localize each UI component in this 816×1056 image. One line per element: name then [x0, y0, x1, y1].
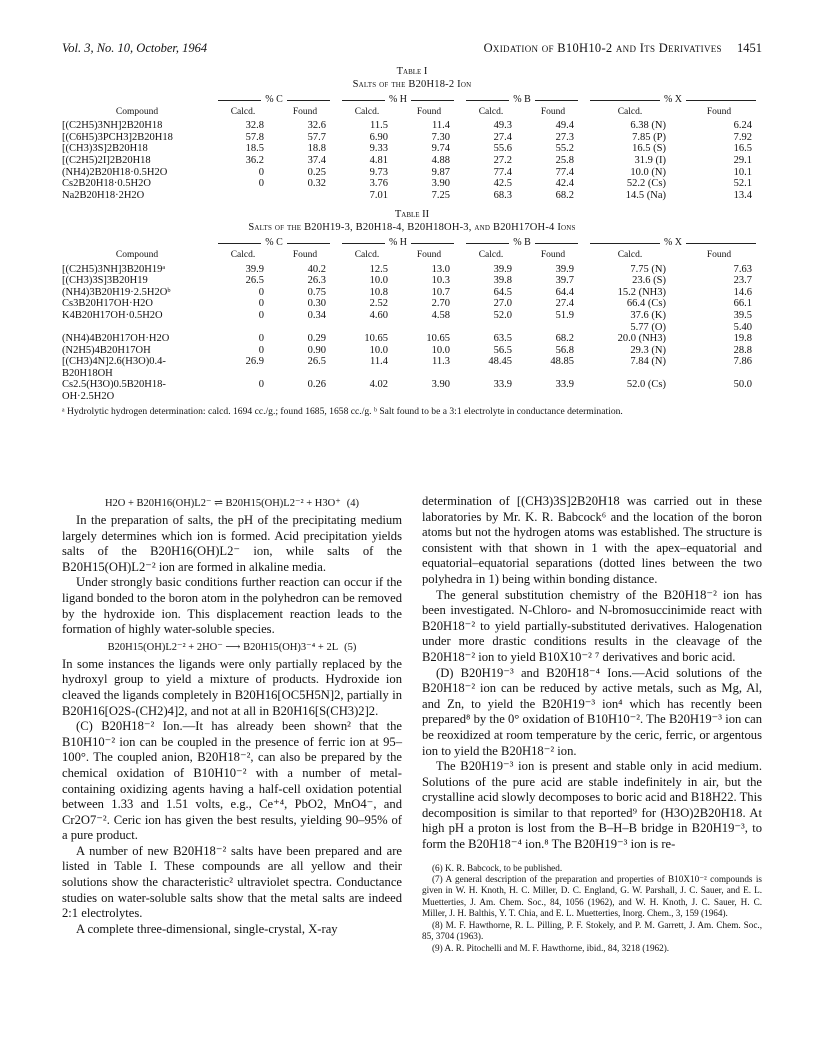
- value-cell: [212, 368, 274, 380]
- footnote-references: [422, 863, 762, 954]
- value-cell: [212, 322, 274, 334]
- value-cell: 64.5: [493, 286, 512, 298]
- table-row: [62, 322, 762, 334]
- t2-subheader: Found: [540, 249, 566, 260]
- t2-subheader: Found: [416, 249, 442, 260]
- table-row: [62, 379, 762, 391]
- value-cell: [212, 190, 274, 202]
- value-cell: 15.2 (NH3): [617, 286, 666, 298]
- value-cell: [676, 368, 762, 380]
- value-cell: 0: [258, 333, 264, 345]
- compound-cell: [62, 322, 212, 334]
- running-title: Oxidation of B10H10-2 and Its Derivatives: [483, 41, 722, 55]
- value-cell: 26.9: [245, 356, 264, 368]
- value-cell: [522, 391, 584, 403]
- value-cell: 32.8: [245, 120, 264, 132]
- value-cell: 10.0 (N): [630, 166, 666, 178]
- value-cell: 7.84 (N): [630, 356, 666, 368]
- table-1-label: Table I: [396, 66, 428, 77]
- value-cell: 55.6: [493, 143, 512, 155]
- journal-volume: Vol. 3, No. 10, October, 1964: [62, 41, 208, 55]
- value-cell: 9.73: [369, 166, 388, 178]
- value-cell: 7.01: [369, 189, 388, 201]
- compound-cell: [(C2H5)2I]2B20H18: [62, 154, 151, 166]
- value-cell: 7.63: [733, 263, 752, 275]
- equation-4-text: H2O + B20H16(OH)L2⁻ ⇌ B20H15(OH)L2⁻² + H3O⁺: [104, 498, 341, 509]
- value-cell: 13.4: [733, 189, 752, 201]
- value-cell: 27.0: [493, 298, 512, 310]
- value-cell: 77.4: [555, 166, 574, 178]
- value-cell: 10.65: [364, 333, 388, 345]
- value-cell: 57.8: [245, 131, 264, 143]
- value-cell: 0.25: [307, 166, 326, 178]
- value-cell: 27.2: [493, 154, 512, 166]
- table-row: [62, 120, 762, 132]
- value-cell: [398, 368, 460, 380]
- table-1-group-b: % B: [460, 93, 584, 107]
- table-row: [62, 287, 762, 299]
- value-cell: 36.2: [245, 154, 264, 166]
- table-2-group-b: % B: [460, 236, 584, 250]
- paragraph: (D) B20H19⁻³ and B20H18⁻⁴ Ions.—Acid solutions of the B20H18⁻² ion can be reduced by active metals, such as Mg, Al, and Zn, to yield the B20H19⁻³ ion⁴ which has recently been prepared⁸ by the 0° oxidation of B10H10⁻². The B20H19⁻³ ion can be reoxidized at room temperature by the ceric, ferric, or argentous ion to yield the B20H18⁻² ion.: [422, 665, 762, 758]
- value-cell: 63.5: [493, 333, 512, 345]
- value-cell: 23.6 (S): [632, 275, 666, 287]
- table-row: [62, 190, 762, 202]
- compound-cell: (NH4)2B20H18·0.5H2O: [62, 166, 168, 178]
- running-title-group: [484, 40, 762, 56]
- value-cell: [460, 322, 522, 334]
- value-cell: 33.9: [493, 379, 512, 391]
- t2-subheader: Found: [292, 249, 318, 260]
- t2-subheader: Calcd.: [230, 249, 256, 260]
- t1-subheader: Calcd.: [230, 106, 256, 117]
- value-cell: 4.88: [431, 154, 450, 166]
- value-cell: 50.0: [733, 379, 752, 391]
- table-row: [62, 143, 762, 155]
- compound-cell: [(C2H5)3NH]2B20H18: [62, 120, 163, 132]
- table-2-compound-header: Compound: [115, 249, 159, 260]
- value-cell: [522, 322, 584, 334]
- value-cell: 11.5: [370, 120, 388, 132]
- table-1-compound-header: Compound: [115, 106, 159, 117]
- value-cell: 0.29: [307, 333, 326, 345]
- value-cell: 52.0: [493, 309, 512, 321]
- table-row: [62, 155, 762, 167]
- value-cell: 0: [258, 286, 264, 298]
- value-cell: 10.0: [369, 275, 388, 287]
- running-head: [62, 40, 762, 56]
- value-cell: 7.85 (P): [632, 131, 666, 143]
- journal-page: [62, 40, 762, 953]
- table-1-group-h: % H: [336, 93, 460, 107]
- value-cell: 7.86: [733, 356, 752, 368]
- value-cell: 68.3: [493, 189, 512, 201]
- compound-cell: (N2H5)4B20H17OH: [62, 344, 151, 356]
- value-cell: 18.8: [307, 143, 326, 155]
- value-cell: 3.90: [431, 379, 450, 391]
- value-cell: 52.2 (Cs): [626, 178, 666, 190]
- value-cell: 0: [258, 166, 264, 178]
- value-cell: 9.33: [369, 143, 388, 155]
- value-cell: 52.1: [733, 178, 752, 190]
- equation-4: [62, 496, 402, 511]
- value-cell: [584, 368, 676, 380]
- value-cell: 23.7: [733, 275, 752, 287]
- body-columns: [62, 494, 762, 954]
- table-row: [62, 368, 762, 380]
- value-cell: 10.7: [431, 286, 450, 298]
- value-cell: 12.5: [369, 263, 388, 275]
- value-cell: [460, 391, 522, 403]
- left-column: [62, 494, 402, 954]
- value-cell: 0: [258, 298, 264, 310]
- value-cell: [522, 368, 584, 380]
- value-cell: 10.8: [369, 286, 388, 298]
- value-cell: 48.45: [488, 356, 512, 368]
- value-cell: 51.9: [555, 309, 574, 321]
- right-column: [422, 494, 762, 954]
- value-cell: 9.74: [431, 143, 450, 155]
- value-cell: 25.8: [555, 154, 574, 166]
- value-cell: 5.40: [733, 321, 752, 333]
- table-1: [62, 66, 762, 201]
- t1-subheader: Found: [416, 106, 442, 117]
- value-cell: 32.6: [307, 120, 326, 132]
- value-cell: [336, 368, 398, 380]
- t1-subheader: Found: [292, 106, 318, 117]
- value-cell: 26.5: [245, 275, 264, 287]
- value-cell: 0.75: [307, 286, 326, 298]
- value-cell: [398, 322, 460, 334]
- table-2-group-h: % H: [336, 236, 460, 250]
- value-cell: 39.9: [493, 263, 512, 275]
- value-cell: 9.87: [431, 166, 450, 178]
- reference: (6) K. R. Babcock, to be published.: [432, 862, 563, 873]
- value-cell: [274, 368, 336, 380]
- t2-subheader: Calcd.: [617, 249, 643, 260]
- t2-subheader: Calcd.: [478, 249, 504, 260]
- t1-subheader: Found: [706, 106, 732, 117]
- value-cell: 7.75 (N): [630, 263, 666, 275]
- value-cell: 11.3: [432, 356, 450, 368]
- compound-cell: K4B20H17OH·0.5H2O: [62, 309, 163, 321]
- paragraph: In some instances the ligands were only partially replaced by the hydroxyl group to yield a mixture of products. Hydroxide ion cleaved the ligands completely in B20H16[OC5H5N]2, partially in B20H16[O2S-(CH2)4]2, and not at all in B20H16[S(CH3)2]2.: [62, 656, 402, 718]
- value-cell: 0: [258, 379, 264, 391]
- paragraph: Under strongly basic conditions further reaction can occur if the ligand bonded to the boron atom in the polyhedron can be removed by the hydroxide ion. This displacement reaction leads to the formation of highly water-soluble species.: [62, 575, 402, 637]
- value-cell: [336, 322, 398, 334]
- value-cell: 2.70: [431, 298, 450, 310]
- value-cell: 27.4: [493, 131, 512, 143]
- compound-cell: (NH4)4B20H17OH·H2O: [62, 333, 170, 345]
- value-cell: 48.85: [550, 356, 574, 368]
- reference: (8) M. F. Hawthorne, R. L. Pilling, P. F. Stokely, and P. M. Garrett, J. Am. Chem. Soc., 85, 3704 (1963).: [422, 919, 762, 942]
- value-cell: 37.4: [307, 154, 326, 166]
- value-cell: 11.4: [432, 120, 450, 132]
- value-cell: 57.7: [307, 131, 326, 143]
- table-row: [62, 132, 762, 144]
- value-cell: 16.5: [733, 143, 752, 155]
- value-cell: 68.2: [555, 333, 574, 345]
- equation-5: [62, 640, 402, 655]
- value-cell: [460, 368, 522, 380]
- compound-cell: [(CH3)3S]3B20H19: [62, 275, 148, 287]
- value-cell: 0: [258, 309, 264, 321]
- value-cell: 33.9: [555, 379, 574, 391]
- compound-cell: Cs3B20H17OH·H2O: [62, 298, 154, 310]
- table-2-header-spacer: [62, 236, 212, 250]
- value-cell: 39.7: [555, 275, 574, 287]
- value-cell: 64.4: [555, 286, 574, 298]
- value-cell: 10.65: [426, 333, 450, 345]
- value-cell: [584, 391, 676, 403]
- value-cell: 27.4: [555, 298, 574, 310]
- value-cell: 42.5: [493, 178, 512, 190]
- page-number: 1451: [737, 41, 762, 55]
- reference: (9) A. R. Pitochelli and M. F. Hawthorne, ibid., 84, 3218 (1962).: [432, 942, 670, 953]
- table-2-title: Salts of the B20H19-3, B20H18-4, B20H18OH-3, and B20H17OH-4 Ions: [248, 222, 576, 234]
- paragraph: The general substitution chemistry of the B20H18⁻² ion has been investigated. N-Chloro- and N-bromosuccinimide react with B20H18⁻² to yield partially-substituted derivatives. Halogenation under more drastic conditions results in the cleavage of the B20H18⁻² ion to yield B10X10⁻² ⁷ derivatives and boric acid.: [422, 587, 762, 664]
- value-cell: 56.5: [493, 344, 512, 356]
- value-cell: 0.30: [307, 298, 326, 310]
- value-cell: 77.4: [493, 166, 512, 178]
- value-cell: 56.8: [555, 344, 574, 356]
- value-cell: 14.6: [733, 286, 752, 298]
- compound-cell: Na2B20H18·2H2O: [62, 189, 145, 201]
- table-row: [62, 391, 762, 403]
- value-cell: 28.8: [733, 344, 752, 356]
- value-cell: 5.77 (O): [630, 321, 666, 333]
- value-cell: 55.2: [555, 143, 574, 155]
- paragraph: A number of new B20H18⁻² salts have been prepared and are listed in Table I. These compounds are all yellow and their solutions show the characteristic² ultraviolet spectra. Conductance studies on water-soluble salts show that the metal salts are indeed 2:1 electrolytes.: [62, 843, 402, 921]
- value-cell: 2.52: [369, 298, 388, 310]
- t1-subheader: Calcd.: [354, 106, 380, 117]
- value-cell: 39.9: [555, 263, 574, 275]
- value-cell: [336, 391, 398, 403]
- t2-subheader: Calcd.: [354, 249, 380, 260]
- equation-5-number: (5): [344, 641, 357, 653]
- value-cell: 7.30: [431, 131, 450, 143]
- value-cell: 20.0 (NH3): [617, 333, 666, 345]
- value-cell: 49.3: [493, 120, 512, 132]
- table-1-group-c: % C: [212, 93, 336, 107]
- t2-subheader: Found: [706, 249, 732, 260]
- compound-cell: Cs2B20H18·0.5H2O: [62, 178, 151, 190]
- value-cell: [274, 322, 336, 334]
- table-1-header-spacer: [62, 93, 212, 107]
- table-row: [62, 178, 762, 190]
- compound-cell: OH·2.5H2O: [62, 391, 115, 403]
- equation-5-text: B20H15(OH)L2⁻² + 2HO⁻ ⟶ B20H15(OH)3⁻⁴ + 2L: [107, 641, 339, 653]
- value-cell: 4.60: [369, 309, 388, 321]
- value-cell: 13.0: [431, 263, 450, 275]
- table-1-grid: [62, 93, 762, 201]
- value-cell: 0: [258, 178, 264, 190]
- value-cell: 10.3: [431, 275, 450, 287]
- table-2-group-c: % C: [212, 236, 336, 250]
- value-cell: 18.5: [245, 143, 264, 155]
- table-row: [62, 298, 762, 310]
- equation-4-number: (4): [346, 498, 360, 509]
- paragraph: (C) B20H18⁻² Ion.—It has already been shown² that the B10H10⁻² ion can be coupled in the presence of ferric ion at 95–100°. The coupled anion, B20H18⁻², can also be prepared by the chemical oxidation of B10H10⁻² with a number of metal-containing oxidizing agents having a half-cell oxidation potential between 1.33 and 1.51 volts, e.g., Ce⁺⁴, PbO2, MnO4⁻, and Cr2O7⁻². Ceric ion has given the best results, yielding 90–95% of a pure product.: [62, 719, 402, 843]
- value-cell: [274, 391, 336, 403]
- value-cell: 4.81: [369, 154, 388, 166]
- table-1-title: Salts of the B20H18-2 Ion: [352, 79, 472, 90]
- table-row: [62, 333, 762, 345]
- paragraph: The B20H19⁻³ ion is present and stable only in acid medium. Solutions of the pure acid are stable indefinitely in air, but the crystalline acid slowly decomposes to boric acid and B18H22. This decomposition is similar to that reported⁹ for (H3O)2B20H18. At high pH a proton is lost from the B–H–B bridge in B20H19⁻³, to form the B20H18⁻⁴ ion.⁸ The B20H19⁻³ ion is re-: [422, 759, 762, 852]
- value-cell: 4.02: [369, 379, 388, 391]
- value-cell: 19.8: [733, 333, 752, 345]
- value-cell: 10.0: [431, 344, 450, 356]
- value-cell: 3.76: [369, 178, 388, 190]
- table-row: [62, 167, 762, 179]
- t1-subheader: Calcd.: [617, 106, 643, 117]
- value-cell: 39.9: [245, 263, 264, 275]
- value-cell: 0.32: [307, 178, 326, 190]
- value-cell: 0.34: [307, 309, 326, 321]
- compound-cell: B20H18OH: [62, 367, 113, 379]
- table-2-group-x: % X: [584, 236, 762, 250]
- value-cell: 66.4 (Cs): [626, 298, 666, 310]
- value-cell: 40.2: [307, 263, 326, 275]
- table-row: [62, 356, 762, 368]
- value-cell: 11.4: [370, 356, 388, 368]
- table-row: [62, 275, 762, 287]
- table-2-label: Table II: [394, 209, 430, 221]
- t1-subheader: Calcd.: [478, 106, 504, 117]
- value-cell: 26.5: [307, 356, 326, 368]
- value-cell: 4.58: [431, 309, 450, 321]
- compound-cell: [(C2H5)3NH]3B20H19ᵃ: [62, 263, 166, 275]
- table-1-group-x: % X: [584, 93, 762, 107]
- value-cell: 6.24: [733, 120, 752, 132]
- paragraph: In the preparation of salts, the pH of the precipitating medium largely determines which ion is formed. Acid precipitation yields salts of the B20H16(OH)L2⁻ ion, while salts of the B20H15(OH)L2⁻² ion are formed in alkaline media.: [62, 513, 402, 574]
- compound-cell: (NH4)3B20H19·2.5H2Oᵇ: [62, 286, 171, 298]
- value-cell: 26.3: [307, 275, 326, 287]
- value-cell: 7.92: [733, 131, 752, 143]
- value-cell: 39.8: [493, 275, 512, 287]
- value-cell: 10.1: [733, 166, 752, 178]
- value-cell: 0.26: [307, 379, 326, 391]
- value-cell: 49.4: [555, 120, 574, 132]
- value-cell: [274, 190, 336, 202]
- value-cell: 10.0: [369, 344, 388, 356]
- value-cell: 37.6 (K): [630, 309, 666, 321]
- table-row: [62, 310, 762, 322]
- value-cell: 39.5: [733, 309, 752, 321]
- value-cell: 3.90: [431, 178, 450, 190]
- value-cell: 66.1: [733, 298, 752, 310]
- table-row: [62, 345, 762, 357]
- value-cell: 31.9 (I): [634, 154, 666, 166]
- compound-cell: [(CH3)3S]2B20H18: [62, 143, 148, 155]
- value-cell: [398, 391, 460, 403]
- value-cell: 52.0 (Cs): [626, 379, 666, 391]
- value-cell: 14.5 (Na): [625, 189, 666, 201]
- value-cell: 27.3: [555, 131, 574, 143]
- value-cell: [676, 391, 762, 403]
- paragraph: A complete three-dimensional, single-crystal, X-ray: [76, 921, 338, 936]
- reference: (7) A general description of the preparation and properties of B10X10⁻² compounds is given in W. H. Knoth, H. C. Miller, D. C. England, G. W. Parshall, J. C. Sauer, and E. L. Muetterties, J. Am. Chem. Soc., 84, 1056 (1962), and W. H. Knoth, J. C. Sauer, H. C. Miller, J. H. Balthis, Y. T. Chia, and E. L. Muetterties, Inorg. Chem., 3, 159 (1964).: [422, 874, 762, 919]
- value-cell: [212, 391, 274, 403]
- value-cell: 42.4: [555, 178, 574, 190]
- table-row: [62, 264, 762, 276]
- paragraph: determination of [(CH3)3S]2B20H18 was carried out in these laboratories by Mr. K. R. Babcock⁶ and the location of the boron atoms but not the hydrogen atoms was established. The structure is consistent with that shown in 1 with the apex–equatorial and equatorial–equatorial separations (dotted lines between the two polyhedra in 1) being within bonding distance.: [422, 494, 762, 586]
- value-cell: 29.1: [733, 154, 752, 166]
- compound-cell: [(C6H5)3PCH3]2B20H18: [62, 131, 173, 143]
- compound-cell: Cs2.5(H3O)0.5B20H18-: [62, 379, 166, 391]
- table-2-footnote: ᵃ Hydrolytic hydrogen determination: calcd. 1694 cc./g.; found 1685, 1658 cc./g. ᵇ Salt found to be a 3:1 electrolyte in conductance determination.: [62, 405, 623, 417]
- value-cell: 68.2: [555, 189, 574, 201]
- compound-cell: [(CH3)4N]2.6(H3O)0.4-: [62, 356, 166, 368]
- table-2-grid: [62, 236, 762, 402]
- value-cell: 6.38 (N): [630, 120, 666, 132]
- value-cell: 0.90: [307, 344, 326, 356]
- table-2: [62, 209, 762, 417]
- value-cell: 6.90: [369, 131, 388, 143]
- value-cell: 7.25: [431, 189, 450, 201]
- value-cell: 0: [258, 344, 264, 356]
- value-cell: 16.5 (S): [632, 143, 666, 155]
- value-cell: 29.3 (N): [630, 344, 666, 356]
- t1-subheader: Found: [540, 106, 566, 117]
